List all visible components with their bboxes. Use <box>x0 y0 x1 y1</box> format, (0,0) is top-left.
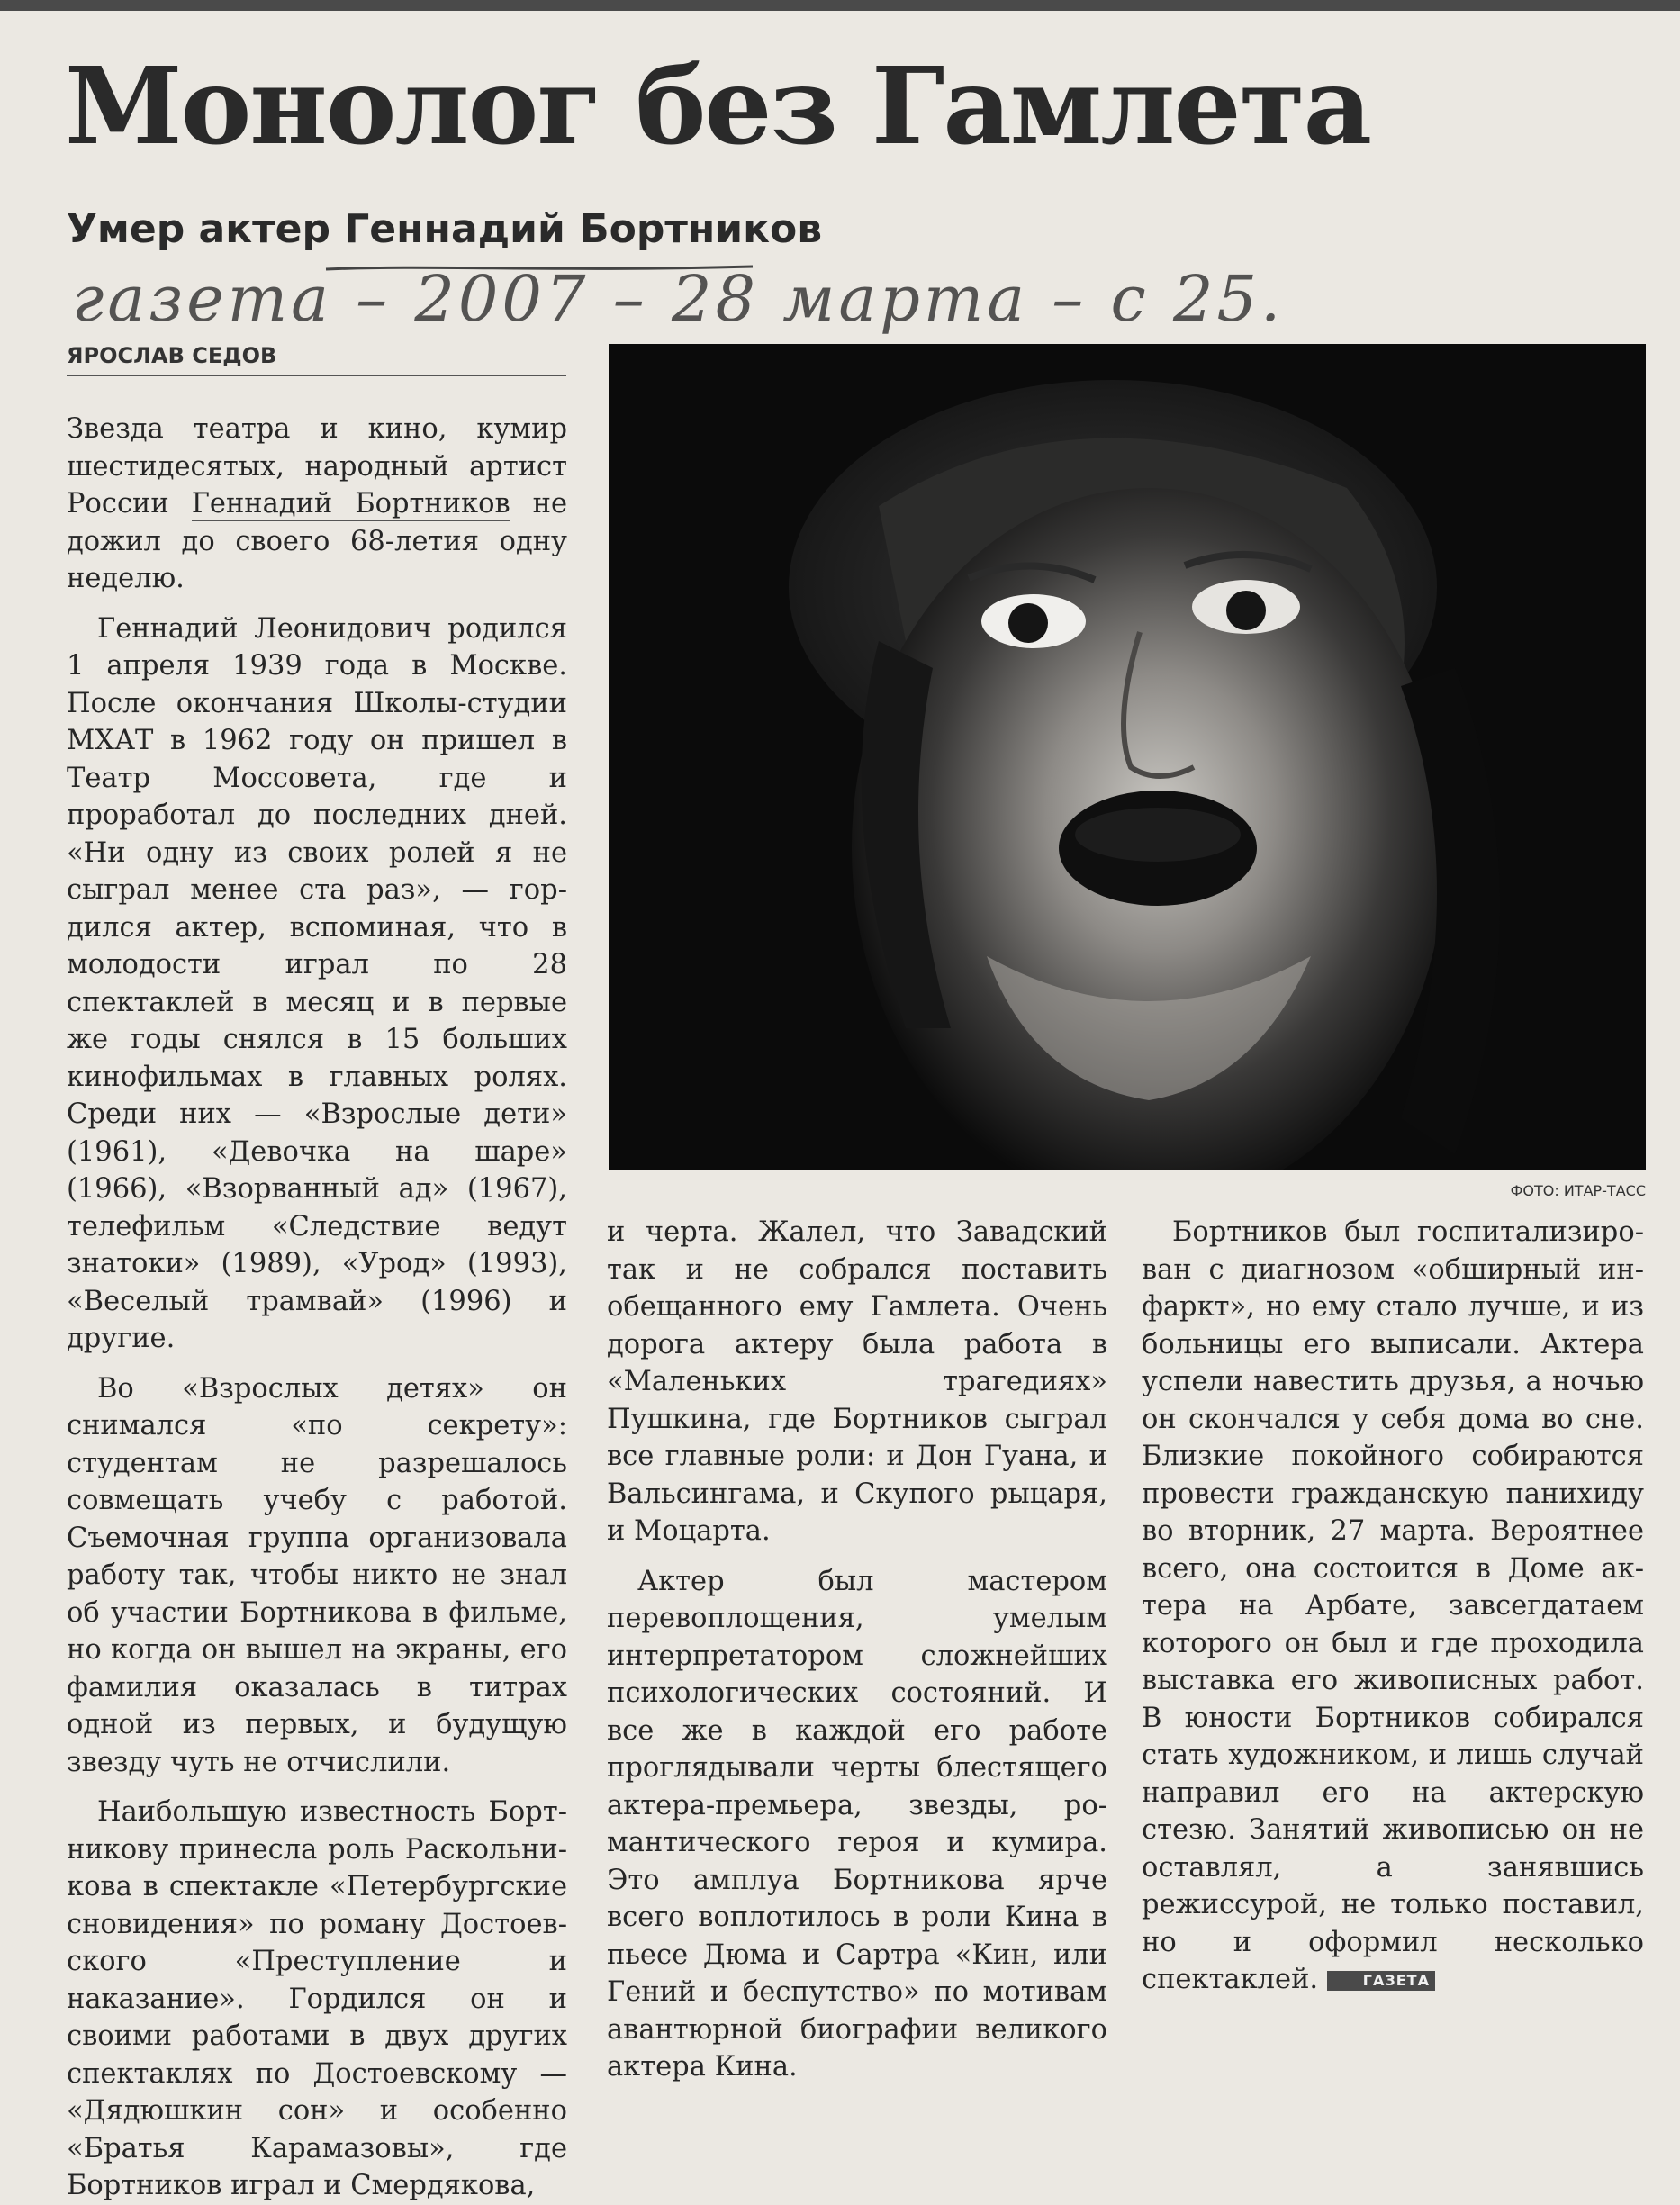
top-page-rule <box>0 0 1680 11</box>
paragraph-intro-start: Звезда театра и кино, кумир шестидесятых, народный артист России <box>67 413 567 520</box>
paragraph-adult-children: Во «Взрослых детях» он снимался «по секрету»: студентам не разрешалось совмещать учебу с работой. Съемочная группа организовала работу так, чтобы никто не знал об участии Бортникова в фильме, но когда он вышел на экраны, его фамилия оказалась в титрах одной из первых, и будущую звезду чуть не отчислили. <box>67 1372 567 1778</box>
article-column-3 <box>1142 1214 1644 1999</box>
handwritten-note: газета – 2007 – 28 марта – с 25. <box>72 262 1285 336</box>
newspaper-tag: ГАЗЕТА <box>1327 1971 1435 1991</box>
paragraph-raskolnikov: Наибольшую известность Бортникову принесла роль Раскольникова в спектакле «Петербургские сновидения» по роману Достоевского «Преступление и наказание». Гордился он и своими работами в двух других спектаклях по Достоевскому — «Дядюшкин сон» и особенно «Братья Карамазовы», где Бортников играл и Смердякова, <box>67 1796 567 2201</box>
paragraph-intro <box>67 411 567 598</box>
paragraph-kean: Актер был мастером перевоплощения, умелым интерпретатором сложнейших психологических состояний. И все же в каждой его работе проглядывали черты блестящего актера-премьера, звезды, романтического героя и кумира. Это амплуа Бортникова ярче всего воплотилось в роли Кина в пьесе Дюма и Сартра «Кин, или Гений и беспутство» по мотивам авантюрной биографии великого актера Кина. <box>607 1565 1107 2083</box>
actor-portrait-photo <box>609 344 1646 1170</box>
paragraph-intro-end: не дожил до своего 68-летия одну неделю. <box>67 488 567 594</box>
headline: Монолог без Гамлета <box>65 43 1371 168</box>
actor-name-underlined: Геннадий Бортников <box>191 488 510 520</box>
article-column-1 <box>67 411 567 2205</box>
paragraph-death-text: Бортников был госпитализирован с диагнозом «обширный инфаркт», но ему стало лучше, и из больницы его выписали. Актера успели навестить друзья, а ночью он скончался у себя дома во сне. Близкие покойного собираются провести гражданскую панихиду во вторник, 27 марта. Вероятнее всего, она состоится в Доме актера на Арбате, завсегдатаем которого он был и где проходила выставка его живописных работ. В юности Бортников собирался стать художником, и лишь случай направил его на актерскую стезю. Занятий живописью он не оставлял, а занявшись режиссурой, не только поставил, но и оформил несколько спектаклей. <box>1142 1216 1644 1995</box>
photo-credit: ФОТО: ИТАР-ТАСС <box>1510 1182 1646 1199</box>
paragraph-death <box>1142 1214 1644 1999</box>
paragraph-hamlet: и черта. Жалел, что Завадский так и не собрался поставить обещанного ему Гамлета. Очень дорога актеру была работа в «Маленьких трагедиях» Пушкина, где Бортников сыграл все главные роли: и Дон Гуана, и Вальсингама, и Скупого рыцаря, и Моцарта. <box>607 1216 1107 1547</box>
subheadline: Умер актер Геннадий Бортников <box>67 206 823 252</box>
article-column-2 <box>607 1214 1107 2086</box>
byline: ЯРОСЛАВ СЕДОВ <box>67 340 566 376</box>
paragraph-biography: Геннадий Леонидович родился 1 апреля 1939 года в Москве. После окончания Школы-студии МХАТ в 1962 году он пришел в Театр Моссовета, где и проработал до последних дней. «Ни одну из своих ролей я не сыграл менее ста раз», — гордился актер, вспоминая, что в молодости играл по 28 спектаклей в месяц и в первые же годы снялся в 15 больших кинофильмах в главных ролях. Среди них — «Взрослые дети» (1961), «Девочка на шаре» (1966), «Взорванный ад» (1967), телефильм «Следствие ведут знатоки» (1989), «Урод» (1993), «Веселый трамвай» (1996) и другие. <box>67 612 567 1354</box>
